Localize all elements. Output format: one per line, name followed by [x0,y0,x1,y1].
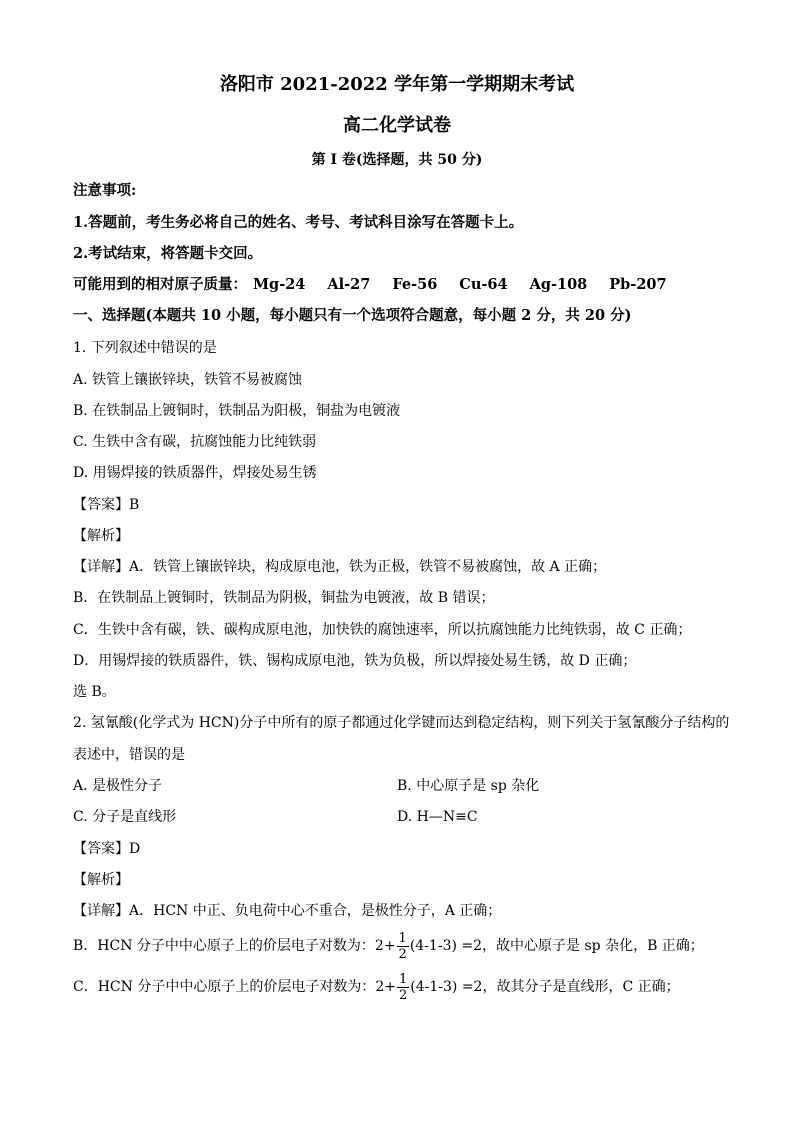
atomic-mass-label: 可能用到的相对原子质量： [73,276,247,293]
q2-stem-line-1: 2. 氢氰酸(化学式为 HCN)分子中所有的原子都通过化学键而达到稳定结构，则下列关于氢氰酸分子结构的 [73,715,730,731]
q1-detail-c: C．生铁中含有碳，铁、碳构成原电池，加快铁的腐蚀速率，所以抗腐蚀能力比纯铁弱，故 C 正确； [73,622,692,638]
atomic-mass-cu: Cu-64 [459,276,508,293]
fraction-numerator: 1 [398,930,407,946]
q1-stem: 1. 下列叙述中错误的是 [73,340,217,356]
notice-heading: 注意事项: [73,182,137,199]
q2-detail-b-post: (4-1-3) =2，故中心原子是 sp 杂化，B 正确； [409,938,704,954]
q2-detail-c [73,970,680,1004]
section-title: 第 I 卷(选择题，共 50 分) [311,152,483,168]
q1-conclusion: 选 B。 [73,684,116,700]
notice-item-1: 1.答题前，考生务必将自己的姓名、考号、考试科目涂写在答题卡上。 [73,214,524,231]
q1-option-c: C. 生铁中含有碳，抗腐蚀能力比纯铁弱 [73,434,317,450]
q1-option-d: D. 用锡焊接的铁质器件，焊接处易生锈 [73,465,317,481]
exam-title: 洛阳市 2021-2022 学年第一学期期末考试 [219,74,575,95]
q2-detail-b [73,929,704,963]
atomic-mass-pb: Pb-207 [609,276,667,293]
notice-item-2: 2.考试结束，将答题卡交回。 [73,245,263,262]
q1-analysis-label: 【解析】 [73,528,129,544]
q1-option-b: B. 在铁制品上镀铜时，铁制品为阳极，铜盐为电镀液 [73,403,401,419]
q2-detail-c-pre: C．HCN 分子中中心原子上的价层电子对数为：2+ [73,979,396,995]
fraction-one-half [397,972,409,1003]
q2-detail-c-post: (4-1-3) =2，故其分子是直线形，C 正确； [410,979,680,995]
fraction-one-half [397,931,409,962]
q1-detail-d: D．用锡焊接的铁质器件，铁、锡构成原电池，铁为负极，所以焊接处易生锈，故 D 正确； [73,653,637,669]
fraction-denominator: 2 [398,987,408,1003]
fraction-denominator: 2 [398,946,407,962]
q2-analysis-label: 【解析】 [73,872,129,888]
q2-detail-b-pre: B．HCN 分子中中心原子上的价层电子对数为：2+ [73,938,396,954]
q2-option-a: A. 是极性分子 [73,778,163,794]
atomic-mass-al: Al-27 [327,276,371,293]
q2-option-c: C. 分子是直线形 [73,809,177,825]
q2-answer: 【答案】D [73,841,141,857]
q2-option-d: D. H—N≡C [397,809,478,825]
q1-detail-a: 【详解】A．铁管上镶嵌锌块，构成原电池，铁为正极，铁管不易被腐蚀，故 A 正确； [73,559,607,575]
q2-detail-a: 【详解】A．HCN 中正、负电荷中心不重合，是极性分子，A 正确； [73,903,502,919]
q2-stem-line-2: 表述中，错误的是 [73,747,185,763]
q1-answer: 【答案】B [73,497,140,513]
fraction-numerator: 1 [398,971,408,987]
q1-detail-b: B．在铁制品上镀铜时，铁制品为阴极，铜盐为电镀液，故 B 错误； [73,590,495,606]
atomic-mass-line [73,275,667,295]
q1-option-a: A. 铁管上镶嵌锌块，铁管不易被腐蚀 [73,372,303,388]
atomic-mass-ag: Ag-108 [529,276,588,293]
part1-heading: 一、选择题(本题共 10 小题，每小题只有一个选项符合题意，每小题 2 分，共 20 分) [73,307,632,324]
atomic-mass-fe: Fe-56 [392,276,438,293]
q2-option-b: B. 中心原子是 sp 杂化 [397,778,540,794]
exam-subtitle: 高二化学试卷 [343,115,451,136]
atomic-mass-mg: Mg-24 [253,276,306,293]
